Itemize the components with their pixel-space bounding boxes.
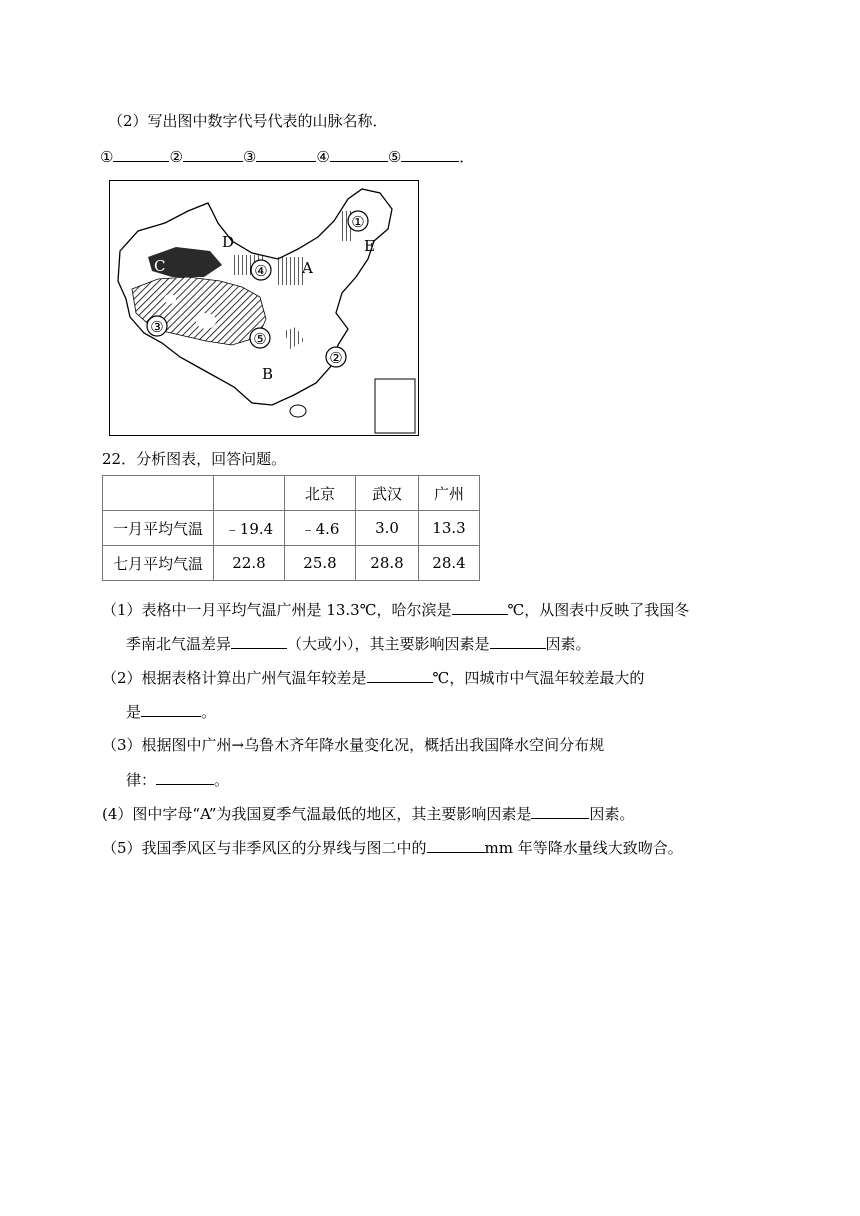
q22-p4-text-b: 因素。 [589,805,635,823]
answer-blank-factor1[interactable] [490,632,546,649]
q22-title: 22．分析图表，回答问题。 [102,450,287,468]
table-row [103,546,480,581]
blank-label-2: ② [169,148,183,166]
blank-label-1: ① [100,148,114,166]
q22-p3-line1: （3）根据图中广州→乌鲁木齐年降水量变化况，概括出我国降水空间分布规 [102,736,605,754]
map-letter-C: C [154,257,166,275]
answer-blank-isohyet[interactable] [427,836,485,853]
answer-blank-range[interactable] [367,666,433,683]
table-cell: 一月平均气温 [103,511,214,546]
q22-p2-text-a: （2）根据表格计算出广州气温年较差是 [102,669,367,687]
table-cell: 28.4 [419,546,480,581]
q22-p3-text-b: 律： [126,771,157,789]
answer-blank-factor2[interactable] [531,802,589,819]
q22-p2-line1 [102,666,644,689]
q22-p1-text-b: ℃，从图表中反映了我国冬 [507,601,690,619]
answer-blank-pattern[interactable] [156,768,214,785]
table-header-cell: 广州 [419,476,480,511]
q22-p1-text-d: （大或小），其主要影响因素是 [287,635,490,653]
q22-p1-text-e: 因素。 [545,635,591,653]
table-header-cell: 武汉 [356,476,419,511]
china-mountain-map [109,180,419,436]
table-cell: 13.3 [419,511,480,546]
q21-part2-text: （2）写出图中数字代号代表的山脉名称． [108,112,388,130]
map-label-5: ⑤ [253,330,267,348]
mountain-band-2 [278,257,304,285]
map-letter-B: B [262,365,274,383]
table-cell: ﹣19.4 [214,511,285,546]
table-cell: 七月平均气温 [103,546,214,581]
temperature-table [102,475,480,581]
q22-p1-text-a: （1）表格中一月平均气温广州是 13.3℃，哈尔滨是 [102,601,452,619]
map-drawing [110,181,417,434]
q22-p3-line2 [126,768,229,791]
map-label-4: ④ [254,262,268,280]
q22-p1-line2 [126,632,591,655]
q22-p5-text-a: （5）我国季风区与非季风区的分界线与图二中的 [102,839,427,857]
answer-blank-5[interactable] [401,145,459,162]
table-cell: 22.8 [214,546,285,581]
q22-p4-line [102,802,634,825]
map-letter-D: D [222,233,235,251]
answer-blank-2[interactable] [183,145,243,162]
map-letter-E: E [364,237,375,255]
blank-label-4: ④ [316,148,330,166]
answer-blank-harbin[interactable] [452,598,508,615]
blank-row-end: ． [459,148,475,166]
table-header-cell [214,476,285,511]
table-row [103,511,480,546]
q22-p1-text-c: 季南北气温差异 [126,635,232,653]
answer-blank-difference[interactable] [231,632,287,649]
map-label-1: ① [351,213,365,231]
answer-blank-1[interactable] [113,145,169,162]
q22-p5-line [102,836,683,859]
table-cell: 25.8 [285,546,356,581]
table-header-row [103,476,480,511]
q22-p1-line1 [102,598,689,621]
plateau-white-spot-2 [164,294,176,304]
map-letter-A: A [302,259,313,277]
table-cell: ﹣4.6 [285,511,356,546]
answer-blank-3[interactable] [256,145,316,162]
map-label-2: ② [329,349,343,367]
q22-p2-text-b: ℃，四城市中气温年较差最大的 [432,669,645,687]
q22-p2-line2 [126,700,216,723]
south-sea-inset [375,379,415,433]
q22-p5-text-b: mm 年等降水量线大致吻合。 [484,839,683,857]
table-cell: 28.8 [356,546,419,581]
q22-p4-text-a: (4）图中字母“A”为我国夏季气温最低的地区，其主要影响因素是 [102,805,532,823]
table-header-cell: 北京 [285,476,356,511]
q22-p3-text-c: 。 [214,771,230,789]
blank-label-5: ⑤ [387,148,402,166]
plateau-white-spot-1 [196,313,216,329]
blank-label-3: ③ [242,148,257,166]
hainan-island [290,405,306,417]
q22-p2-text-c: 是 [126,703,142,721]
answer-blank-max-city[interactable] [141,700,201,717]
map-label-3: ③ [150,318,164,336]
table-cell: 3.0 [356,511,419,546]
answer-blank-4[interactable] [330,145,388,162]
q21-blank-row [100,145,474,168]
q22-p2-text-d: 。 [201,703,217,721]
table-header-cell [103,476,214,511]
